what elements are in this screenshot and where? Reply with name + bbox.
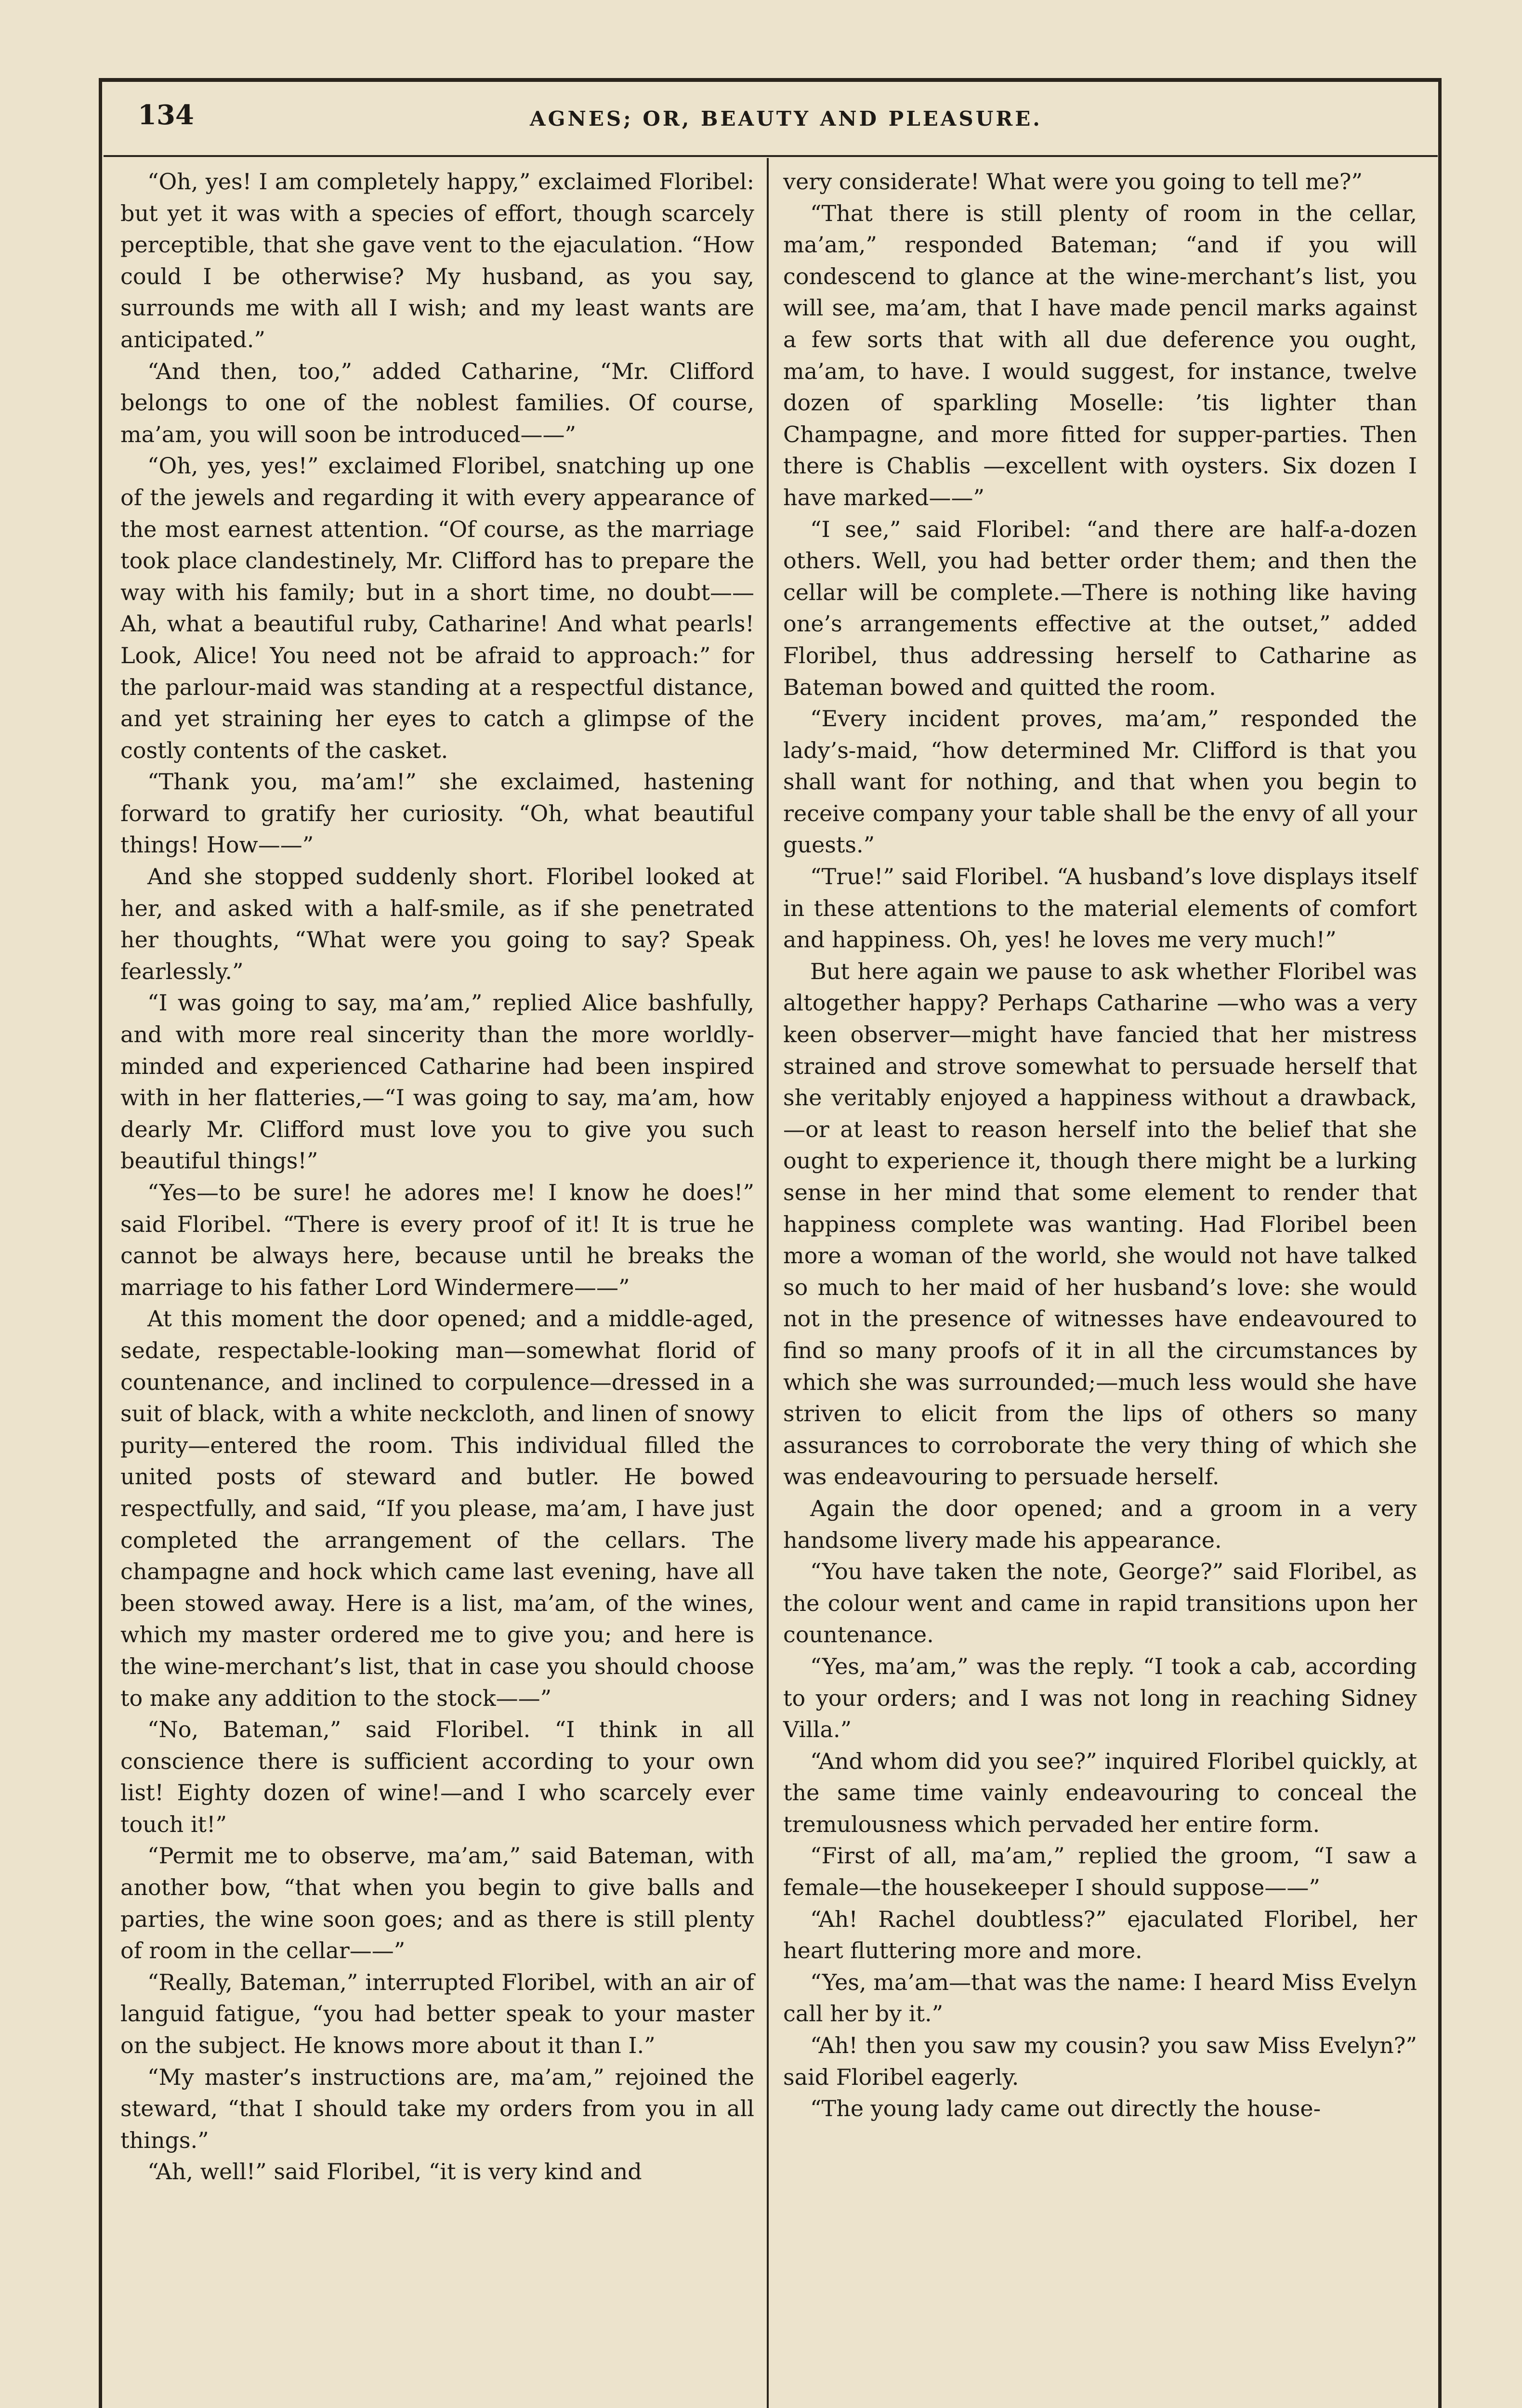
paragraph-continued: very considerate! What were you going to tell me?” (783, 169, 1363, 195)
top-rule (99, 78, 1442, 82)
running-title: AGNES; OR, BEAUTY AND PLEASURE. (530, 107, 1042, 131)
paragraph: “I see,” said Floribel: “and there are half-a-dozen others. Well, you had better order them; and then the cellar will be complete.—There is nothing like having one’s arrangements effective at the outset,” added Floribel, thus addressing herself to Catharine as Bateman bowed and quitted the room. (783, 516, 1417, 700)
paragraph: And she stopped suddenly short. Floribel looked at her, and asked with a half-smile, as if she penetrated her thoughts, “What were you going to say? Speak fearlessly.” (120, 864, 754, 984)
paragraph: “Ah! then you saw my cousin? you saw Miss Evelyn?” said Floribel eagerly. (783, 2032, 1417, 2090)
frame-left-rule (99, 78, 102, 2408)
paragraph: “Permit me to observe, ma’am,” said Bateman, with another bow, “that when you begin to give balls and parties, the wine soon goes; and as there is still plenty of room in the cellar——” (120, 1843, 754, 1964)
paragraph: “Really, Bateman,” interrupted Floribel, with an air of languid fatigue, “you had better speak to your master on the subject. He knows more about it than I.” (120, 1969, 754, 2059)
paragraph: “Yes, ma’am—that was the name: I heard Miss Evelyn call her by it.” (783, 1969, 1417, 2027)
paragraph: “And then, too,” added Catharine, “Mr. Clifford belongs to one of the noblest families. Of course, ma’am, you will soon be introduced——” (120, 358, 754, 447)
paragraph: “First of all, ma’am,” replied the groom, “I saw a female—the housekeeper I should suppose——” (783, 1843, 1417, 1901)
paragraph: “My master’s instructions are, ma’am,” rejoined the steward, “that I should take my orders from you in all things.” (120, 2064, 754, 2153)
paragraph: “True!” said Floribel. “A husband’s love displays itself in these attentions to the material elements of comfort and happiness. Oh, yes! he loves me very much!” (783, 864, 1417, 953)
column-divider (767, 158, 769, 2408)
paragraph: “That there is still plenty of room in the cellar, ma’am,” responded Bateman; “and if you will condescend to glance at the wine-merchant’s list, you will see, ma’am, that I have made pencil marks against a few sorts that with all due deference you ought, ma’am, to have. I would suggest, for instance, twelve dozen of sparkling Moselle: ’tis lighter than Champagne, and more fitted for supper-parties. Then there is Chablis —excellent with oysters. Six dozen I have marked——” (783, 200, 1417, 510)
paragraph: “Ah! Rachel doubtless?” ejaculated Floribel, her heart fluttering more and more. (783, 1906, 1417, 1964)
paragraph: “Yes, ma’am,” was the reply. “I took a cab, according to your orders; and I was not long in reaching Sidney Villa.” (783, 1653, 1417, 1743)
paragraph: “I was going to say, ma’am,” replied Alice bashfully, and with more real sincerity than the more worldly-minded and experienced Catharine had been inspired with in her flatteries,—“I was going to say, ma’am, how dearly Mr. Clifford must love you to give you such beautiful things!” (120, 990, 754, 1174)
paragraph: “Thank you, ma’am!” she exclaimed, hastening forward to gratify her curiosity. “Oh, what beautiful things! How——” (120, 769, 754, 858)
paragraph: But here again we pause to ask whether Floribel was altogether happy? Perhaps Catharine —who was a very keen observer—might have fancied that her mistress strained and strove somewhat to persuade herself that she veritably enjoyed a happiness without a drawback,—or at least to reason herself into the belief that she ought to experience it, though there might be a lurking sense in her mind that some element to render that happiness complete was wanting. Had Floribel been more a woman of the world, she would not have talked so much to her maid of her husband’s love: she would not in the presence of witnesses have endeavoured to find so many proofs of it in all the circumstances by which she was surrounded;—much less would she have striven to elicit from the lips of others so many assurances to corroborate the very thing of which she was endeavouring to persuade herself. (783, 958, 1417, 1490)
page-number: 134 (138, 99, 194, 131)
paragraph: “Oh, yes! I am completely happy,” exclaimed Floribel: but yet it was with a species of effort, though scarcely perceptible, that she gave vent to the ejaculation. “How could I be otherwise? My husband, as you say, surrounds me with all I wish; and my least wants are anticipated.” (120, 169, 754, 353)
header-rule (104, 155, 1438, 157)
paragraph: “And whom did you see?” inquired Floribel quickly, at the same time vainly endeavouring to conceal the tremulousness which pervaded her entire form. (783, 1748, 1417, 1837)
right-column (783, 166, 1417, 2125)
paragraph: “You have taken the note, George?” said Floribel, as the colour went and came in rapid transitions upon her countenance. (783, 1558, 1417, 1648)
paragraph: “Ah, well!” said Floribel, “it is very kind and (147, 2159, 642, 2185)
paragraph: “No, Bateman,” said Floribel. “I think in all conscience there is sufficient according to your own list! Eighty dozen of wine!—and I who scarcely ever touch it!” (120, 1716, 754, 1837)
paragraph: “The young lady came out directly the house- (810, 2095, 1321, 2122)
left-column (120, 166, 754, 2188)
frame-right-rule (1438, 78, 1442, 2408)
paragraph: “Yes—to be sure! he adores me! I know he does!” said Floribel. “There is every proof of it! It is true he cannot be always here, because until he breaks the marriage to his father Lord Windermere——” (120, 1179, 754, 1300)
paragraph: “Oh, yes, yes!” exclaimed Floribel, snatching up one of the jewels and regarding it with every appearance of the most earnest attention. “Of course, as the marriage took place clandestinely, Mr. Clifford has to prepare the way with his family; but in a short time, no doubt——Ah, what a beautiful ruby, Catharine! And what pearls! Look, Alice! You need not be afraid to approach:” for the parlour-maid was standing at a respectful distance, and yet straining her eyes to catch a glimpse of the costly contents of the casket. (120, 453, 754, 763)
paragraph: At this moment the door opened; and a middle-aged, sedate, respectable-looking man—somewhat florid of countenance, and inclined to corpulence—dressed in a suit of black, with a white neckcloth, and linen of snowy purity—entered the room. This individual filled the united posts of steward and butler. He bowed respectfully, and said, “If you please, ma’am, I have just completed the arrangement of the cellars. The champagne and hock which came last evening, have all been stowed away. Here is a list, ma’am, of the wines, which my master ordered me to give you; and here is the wine-merchant’s list, that in case you should choose to make any addition to the stock——” (120, 1306, 754, 1711)
paragraph: Again the door opened; and a groom in a very handsome livery made his appearance. (783, 1495, 1417, 1553)
paragraph: “Every incident proves, ma’am,” responded the lady’s-maid, “how determined Mr. Clifford is that you shall want for nothing, and that when you begin to receive company your table shall be the envy of all your guests.” (783, 706, 1417, 858)
